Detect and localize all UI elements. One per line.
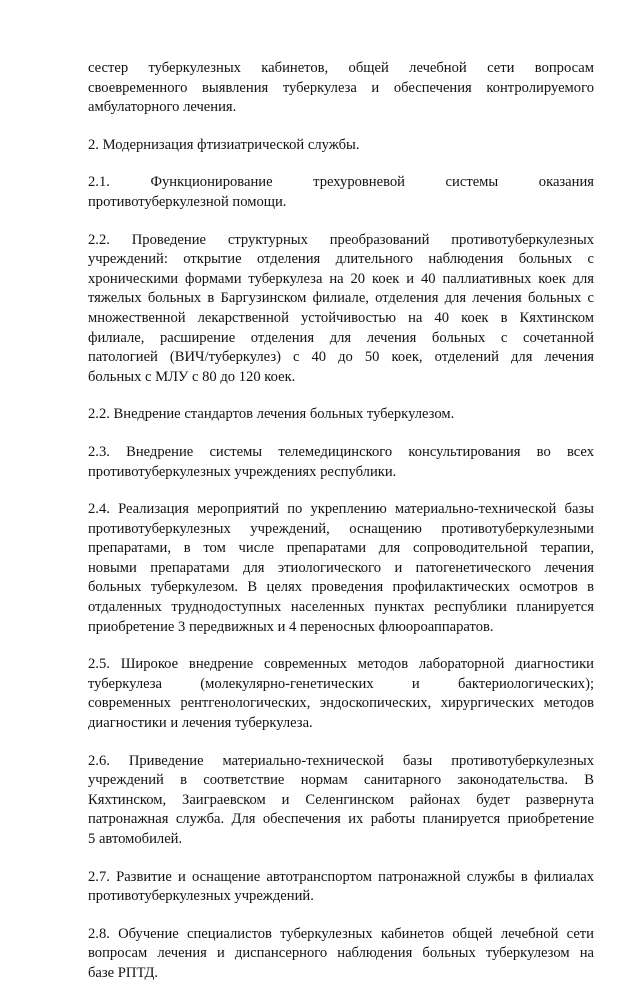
text-line: тяжелых больных в Баргузинском филиале, отделения для лечения больных с	[88, 290, 594, 307]
text-line: 2.1. Функционирование трехуровневой системы оказания	[88, 174, 594, 191]
paragraph-2-1	[88, 173, 594, 212]
paragraph-2-8	[88, 925, 594, 984]
text-line: 2.8. Обучение специалистов туберкулезных кабинетов общей лечебной сети	[88, 925, 594, 942]
text-line: патологией (ВИЧ/туберкулез) с 40 до 50 коек, отделений для лечения	[88, 349, 594, 366]
text-line: новыми препаратами для этиологического и патогенетического лечения	[88, 559, 594, 576]
text-line: препаратами, в том числе препаратами для сопроводительной терапии,	[88, 540, 594, 557]
text-line: множественной лекарственной устойчивостью на 40 коек в Кяхтинском	[88, 309, 594, 326]
text-line: 2.5. Широкое внедрение современных методов лабораторной диагностики	[88, 656, 594, 673]
text-line: противотуберкулезных учреждениях республики.	[88, 463, 397, 480]
text-line: 2.2. Внедрение стандартов лечения больных туберкулезом.	[88, 406, 455, 423]
text-line: 2.4. Реализация мероприятий по укреплению материально-технической базы	[88, 501, 594, 518]
paragraph-2-4	[88, 500, 594, 637]
text-line: 5 автомобилей.	[88, 831, 183, 847]
section-heading	[88, 136, 594, 156]
text-line: филиале, расширение отделения для лечения больных с сочетанной	[88, 329, 594, 346]
text-line: Кяхтинском, Заиграевском и Селенгинском районах будет развернута	[88, 791, 594, 808]
text-line: сестер туберкулезных кабинетов, общей лечебной сети вопросам	[88, 60, 594, 76]
text-line: патронажная служба. Для обеспечения их работы планируется приобретение	[88, 811, 594, 828]
text-line: хроническими формами туберкулеза на 20 коек и 40 паллиативных коек для	[88, 270, 594, 287]
text-line: 2.2. Проведение структурных преобразований противотуберкулезных	[88, 231, 594, 248]
text-line: противотуберкулезной помощи.	[88, 193, 287, 210]
text-line: 2.6. Приведение материально-технической базы противотуберкулезных	[88, 752, 594, 769]
text-line: учреждений в соответствие нормам санитарного законодательства. В	[88, 772, 594, 789]
text-line: диагностики и лечения туберкулеза.	[88, 715, 313, 732]
text-line: своевременного выявления туберкулеза и обеспечения контролируемого	[88, 79, 594, 96]
paragraph-intro	[88, 59, 594, 118]
text-line: амбулаторного лечения.	[88, 99, 237, 116]
paragraph-2-2-structural	[88, 231, 594, 388]
text-line: больных туберкулезом. В целях проведения профилактических осмотров в	[88, 579, 594, 596]
text-line: противотуберкулезных учреждений.	[88, 888, 314, 905]
paragraph-2-3	[88, 443, 594, 482]
text-line: отдаленных труднодоступных населенных пунктах республики планируется	[88, 599, 594, 616]
text-line: 2.3. Внедрение системы телемедицинского консультирования во всех	[88, 443, 594, 460]
text-line: вопросам лечения и диспансерного наблюдения больных туберкулезом на	[88, 945, 594, 962]
text-line: 2. Модернизация фтизиатрической службы.	[88, 136, 360, 153]
text-line: туберкулеза (молекулярно-генетических и бактериологических);	[88, 675, 594, 692]
paragraph-2-5	[88, 655, 594, 733]
text-line: противотуберкулезных учреждений, оснащению противотуберкулезными	[88, 520, 594, 537]
text-line: больных с МЛУ с 80 до 120 коек.	[88, 368, 296, 385]
text-line: современных рентгенологических, эндоскопических, хирургических методов	[88, 695, 594, 712]
paragraph-2-7	[88, 868, 594, 907]
text-line: базе РПТД.	[88, 964, 159, 981]
text-line: 2.7. Развитие и оснащение автотранспортом патронажной службы в филиалах	[88, 868, 594, 885]
text-line: приобретение 3 передвижных и 4 переносных флюороаппаратов.	[88, 618, 494, 635]
paragraph-2-6	[88, 752, 594, 850]
document-page	[88, 59, 594, 1002]
text-line: учреждений: открытие отделения длительного наблюдения больных с	[88, 251, 594, 268]
paragraph-2-2-standards	[88, 405, 594, 425]
